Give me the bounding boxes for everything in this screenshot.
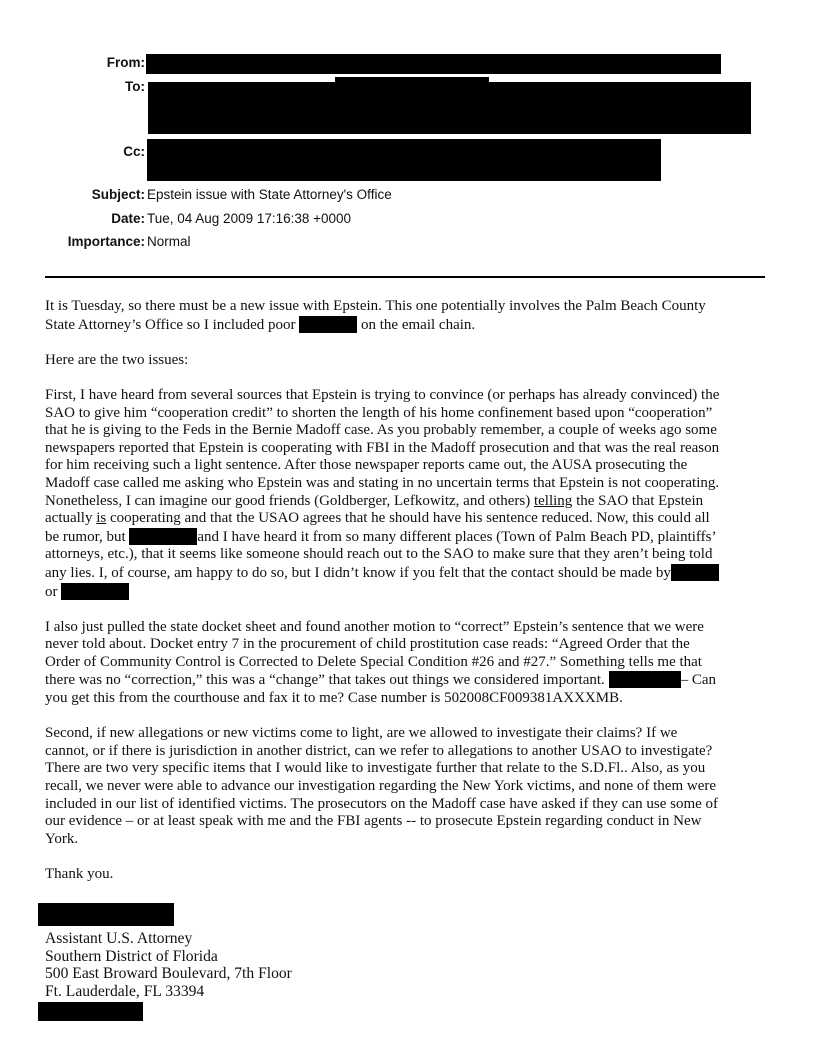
text-line xyxy=(45,619,773,637)
text-line xyxy=(45,813,773,831)
sender-name-redaction xyxy=(38,903,174,926)
text-segment: It is Tuesday, so there must be a new issue with Epstein. This one potentially involves the Palm Beach County xyxy=(45,298,706,314)
subject-value: Epstein issue with State Attorney's Office xyxy=(147,187,392,202)
text-line xyxy=(45,831,773,849)
text-line xyxy=(45,457,773,475)
cc-redaction xyxy=(147,139,661,181)
text-line xyxy=(45,725,773,743)
text-segment: attorneys, etc.), that it seems like someone should reach out to the SAO to make sure that they aren’t being told xyxy=(45,546,713,563)
text-line xyxy=(45,510,773,528)
to-redaction xyxy=(148,82,751,134)
text-segment: there was no “correction,” this was a “change” that takes out things we considered important. xyxy=(45,672,609,689)
text-segment: newspapers reported that Epstein is cooperating with FBI in the Madoff prosecution and that was the real reason xyxy=(45,439,720,456)
text-line xyxy=(45,440,773,458)
text-segment: State Attorney’s Office so I included poor xyxy=(45,316,300,333)
text-line xyxy=(45,743,773,761)
text-segment: on the email chain. xyxy=(357,316,476,333)
text-line xyxy=(45,352,773,370)
cc-label: Cc: xyxy=(123,144,145,159)
signature-address-line-1: 500 East Broward Boulevard, 7th Floor xyxy=(45,965,292,983)
text-line xyxy=(45,796,773,814)
text-segment: Thank you. xyxy=(45,866,114,882)
text-segment: York. xyxy=(45,830,79,847)
text-line xyxy=(45,528,773,547)
text-segment: you get this from the courthouse and fax it to me? Case number is 502008CF009381AXXXMB. xyxy=(45,690,623,707)
from-label: From: xyxy=(106,55,145,70)
text-segment: be rumor, but xyxy=(45,528,130,545)
text-segment: I also just pulled the state docket sheet and found another motion to “correct” Epstein’s sentence that we were xyxy=(45,618,704,635)
text-line xyxy=(45,298,773,316)
text-line xyxy=(45,387,773,405)
text-line xyxy=(45,493,773,511)
paragraph xyxy=(45,298,773,334)
text-segment: cannot, or if there is jurisdiction in another district, can we refer to allegations to another USAO to investigate? xyxy=(45,742,713,759)
text-segment: the SAO that Epstein xyxy=(572,492,704,509)
text-segment: SAO to give him “cooperation credit” to shorten the length of his home confinement based upon “cooperation” xyxy=(45,404,713,421)
signature-office: Southern District of Florida xyxy=(45,947,218,965)
redaction-box xyxy=(61,583,129,600)
text-line xyxy=(45,405,773,423)
text-line xyxy=(45,654,773,672)
redaction-box xyxy=(129,528,197,545)
text-segment: – Can xyxy=(680,672,716,689)
text-line xyxy=(45,636,773,654)
redaction-box xyxy=(609,671,681,688)
text-line xyxy=(45,422,773,440)
text-segment: Nonetheless, I can imagine our good friends (Goldberger, Lefkowitz, and others) xyxy=(45,492,534,509)
text-segment: Madoff case called me asking who Epstein was and stating in no uncertain terms that Epstein is not cooperating. xyxy=(45,474,720,491)
header-divider xyxy=(45,276,765,278)
paragraph xyxy=(45,352,773,370)
email-header xyxy=(0,0,816,265)
paragraph xyxy=(45,387,773,601)
text-segment: Here are the two issues: xyxy=(45,351,189,368)
text-segment: recall, we never were able to advance our investigation regarding the New York victims, and none of them were xyxy=(45,778,717,795)
paragraph xyxy=(45,619,773,708)
text-segment: for him receiving such a light sentence. After those newspaper reports came out, the AUSA prosecuting the xyxy=(45,457,688,474)
text-segment: or xyxy=(45,583,62,600)
text-segment: included in our list of identified victims. The prosecutors on the Madoff case have asked if they can use some of xyxy=(45,795,719,812)
text-line xyxy=(45,546,773,564)
text-line xyxy=(45,316,773,335)
redaction-box xyxy=(299,316,357,333)
subject-label: Subject: xyxy=(91,187,145,202)
text-line xyxy=(45,583,773,602)
sender-phone-redaction xyxy=(38,1002,143,1021)
text-line xyxy=(45,760,773,778)
text-line xyxy=(45,866,773,884)
paragraph xyxy=(45,725,773,848)
to-label: To: xyxy=(125,79,145,94)
text-segment: our evidence – or at least speak with me and the FBI agents -- to prosecute Epstein regarding conduct in New xyxy=(45,813,702,830)
text-segment: and I have heard it from so many different places (Town of Palm Beach PD, plaintiffs’ xyxy=(197,528,717,545)
importance-value: Normal xyxy=(147,234,191,249)
text-line xyxy=(45,475,773,493)
date-value: Tue, 04 Aug 2009 17:16:38 +0000 xyxy=(147,211,352,226)
signature-address-line-2: Ft. Lauderdale, FL 33394 xyxy=(45,982,205,1000)
paragraph xyxy=(45,866,773,884)
importance-label: Importance: xyxy=(67,234,145,249)
text-segment: There are two very specific items that I would like to investigate further that relate to the S.D.Fl.. Also, as you xyxy=(45,760,706,777)
text-segment: cooperating and that the USAO agrees that he should have his sentence reduced. Now, this could all xyxy=(106,510,710,527)
date-label: Date: xyxy=(111,211,145,226)
text-line xyxy=(45,671,773,690)
text-segment: actually xyxy=(45,510,97,527)
text-segment: Second, if new allegations or new victims come to light, are we allowed to investigate their claims? If we xyxy=(45,725,678,742)
email-body xyxy=(45,298,773,901)
text-segment: Order of Community Control is Corrected to Delete Special Condition #26 and #27.” Something tells me that xyxy=(45,653,702,670)
signature-title: Assistant U.S. Attorney xyxy=(45,930,193,947)
text-segment: never told about. Docket entry 7 in the procurement of child prostitution case reads: “Agreed Order that the xyxy=(45,636,690,653)
text-line xyxy=(45,778,773,796)
signature-block xyxy=(45,930,292,1000)
text-segment: that he is giving to the Feds in the Bernie Madoff case. As you probably remember, a couple of weeks ago some xyxy=(45,422,717,439)
redaction-box xyxy=(671,564,719,581)
text-segment: First, I have heard from several sources that Epstein is trying to convince (or perhaps has already convinced) the xyxy=(45,386,720,403)
text-line xyxy=(45,690,773,708)
from-redaction xyxy=(146,54,721,74)
underlined-text: is xyxy=(96,510,107,527)
text-line xyxy=(45,564,773,583)
underlined-text: telling xyxy=(533,492,573,509)
text-segment: any lies. I, of course, am happy to do so, but I didn’t know if you felt that the contact should be made by xyxy=(45,564,671,581)
